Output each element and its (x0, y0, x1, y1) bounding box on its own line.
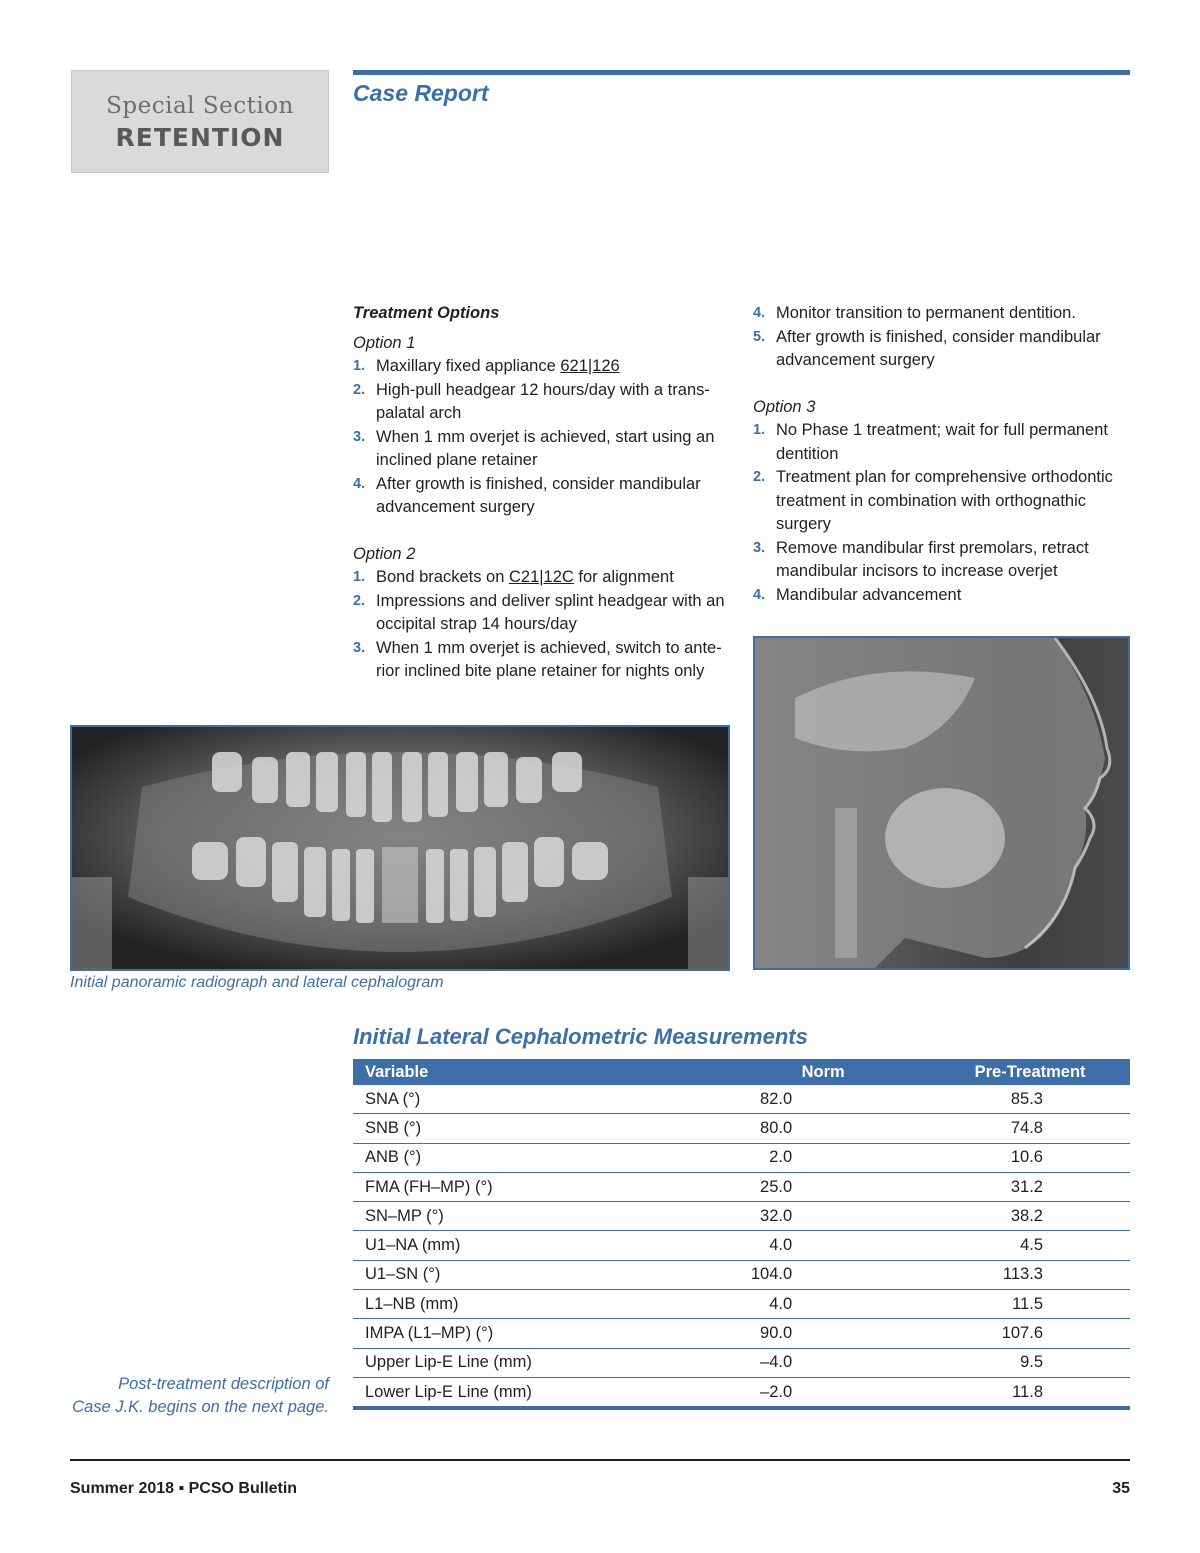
treatment-options-column-right (753, 302, 1138, 607)
list-text: When 1 mm overjet is achieved, start using an inclined plane retainer (376, 427, 715, 469)
side-note-line2: Case J.K. begins on the next page. (72, 1398, 329, 1416)
badge-line2: RETENTION (115, 123, 285, 152)
list-item (353, 637, 731, 684)
list-text: Impressions and deliver splint headgear with an occipital strap 14 hours/day (376, 591, 725, 633)
cell-norm: 80.0 (716, 1114, 930, 1143)
list-number: 4. (353, 475, 366, 492)
list-text: Maxillary fixed appliance (376, 357, 561, 375)
list-item (753, 302, 1138, 326)
cell-norm: –4.0 (716, 1348, 930, 1377)
table-header-row (353, 1059, 1130, 1085)
list-text: Monitor transition to permanent dentition. (776, 304, 1076, 322)
table-row (353, 1377, 1130, 1408)
cell-norm: 82.0 (716, 1085, 930, 1114)
cell-norm: 2.0 (716, 1143, 930, 1172)
list-number: 3. (353, 428, 366, 445)
list-text: Treatment plan for comprehensive orthodontic treatment in combination with orthognathic surgery (776, 468, 1113, 533)
special-section-badge (71, 70, 329, 173)
list-item (753, 537, 1138, 584)
cell-pre-treatment: 11.8 (930, 1377, 1130, 1408)
cell-variable: SN–MP (°) (353, 1202, 716, 1231)
list-text: No Phase 1 treatment; wait for full permanent dentition (776, 421, 1108, 463)
cell-variable: L1–NB (mm) (353, 1290, 716, 1319)
list-number: 4. (753, 586, 766, 603)
list-number: 1. (753, 422, 766, 438)
list-number: 2. (353, 381, 366, 398)
table-row (353, 1143, 1130, 1172)
list-text: for alignment (573, 568, 674, 586)
table-row (353, 1085, 1130, 1114)
table-row (353, 1202, 1130, 1231)
list-number: 2. (753, 469, 766, 485)
list-number: 2. (353, 592, 366, 609)
list-number: 5. (753, 328, 766, 345)
table-row (353, 1114, 1130, 1143)
cell-pre-treatment: 4.5 (930, 1231, 1130, 1260)
cell-norm: 4.0 (716, 1290, 930, 1319)
list-text: When 1 mm overjet is achieved, switch to ante-rior inclined bite plane retainer for nights only (376, 638, 722, 680)
cell-norm: –2.0 (716, 1377, 930, 1408)
cell-norm: 90.0 (716, 1319, 930, 1348)
cell-pre-treatment: 107.6 (930, 1319, 1130, 1348)
figure-caption: Initial panoramic radiograph and lateral cephalogram (70, 974, 444, 991)
cell-pre-treatment: 113.3 (930, 1260, 1130, 1289)
list-number: 3. (753, 539, 766, 556)
column-header-norm: Norm (716, 1059, 930, 1085)
list-text: After growth is finished, consider mandibular advancement surgery (376, 474, 701, 516)
tooth-notation: C21|12C (509, 568, 574, 586)
list-item (753, 584, 1138, 608)
cell-variable: FMA (FH–MP) (°) (353, 1172, 716, 1201)
table-title: Initial Lateral Cephalometric Measurements (353, 1024, 808, 1049)
list-text: Mandibular advancement (776, 585, 962, 604)
table-row (353, 1319, 1130, 1348)
lateral-cephalogram-image (753, 636, 1130, 970)
column-header-variable: Variable (353, 1059, 716, 1085)
cell-pre-treatment: 10.6 (930, 1143, 1130, 1172)
option3-title: Option 3 (753, 397, 816, 416)
treatment-options-column-left (353, 302, 731, 684)
side-note (70, 1373, 329, 1419)
table-row (353, 1290, 1130, 1319)
cell-variable: SNB (°) (353, 1114, 716, 1143)
cell-variable: U1–NA (mm) (353, 1231, 716, 1260)
list-text: Bond brackets on (376, 568, 509, 586)
table-row (353, 1260, 1130, 1289)
cell-pre-treatment: 74.8 (930, 1114, 1130, 1143)
list-text: High-pull headgear 12 hours/day with a trans-palatal arch (376, 380, 710, 422)
cell-variable: IMPA (L1–MP) (°) (353, 1319, 716, 1348)
treatment-options-heading: Treatment Options (353, 304, 500, 322)
list-number: 4. (753, 305, 766, 321)
list-item (353, 473, 731, 520)
option1-title: Option 1 (353, 333, 416, 352)
column-header-pre-treatment: Pre-Treatment (930, 1059, 1130, 1085)
option3-list (753, 419, 1138, 607)
cell-pre-treatment: 9.5 (930, 1348, 1130, 1377)
list-item (353, 566, 731, 590)
panoramic-radiograph-image (70, 725, 730, 971)
table-row (353, 1231, 1130, 1260)
list-number: 1. (353, 358, 366, 374)
option2-list (353, 566, 731, 684)
footer-publication: Summer 2018 ▪ PCSO Bulletin (70, 1480, 298, 1497)
option2-list-continued (753, 302, 1138, 373)
list-text: After growth is finished, consider mandibular advancement surgery (776, 327, 1101, 369)
cell-variable: SNA (°) (353, 1085, 716, 1114)
cell-norm: 25.0 (716, 1172, 930, 1201)
list-number: 1. (353, 569, 366, 585)
cell-norm: 4.0 (716, 1231, 930, 1260)
side-note-line1: Post-treatment description of (118, 1375, 329, 1393)
badge-line1: Special Section (106, 93, 294, 119)
cell-pre-treatment: 38.2 (930, 1202, 1130, 1231)
cell-norm: 104.0 (716, 1260, 930, 1289)
cell-variable: Upper Lip-E Line (mm) (353, 1348, 716, 1377)
list-item (753, 419, 1138, 466)
cell-norm: 32.0 (716, 1202, 930, 1231)
page-number: 35 (1112, 1480, 1130, 1497)
cell-variable: Lower Lip-E Line (mm) (353, 1377, 716, 1408)
list-item (353, 355, 731, 379)
tooth-notation: 621|126 (560, 357, 620, 375)
page-title: Case Report (353, 80, 489, 106)
option1-list (353, 355, 731, 520)
cell-variable: ANB (°) (353, 1143, 716, 1172)
cell-pre-treatment: 11.5 (930, 1290, 1130, 1319)
cell-variable: U1–SN (°) (353, 1260, 716, 1289)
cell-pre-treatment: 85.3 (930, 1085, 1130, 1114)
list-item (353, 426, 731, 473)
list-item (353, 379, 731, 426)
list-item (353, 590, 731, 637)
header-rule (353, 70, 1130, 75)
table-row (353, 1172, 1130, 1201)
option2-title: Option 2 (353, 544, 416, 563)
list-item (753, 466, 1138, 537)
list-text: Remove mandibular first premolars, retract mandibular incisors to increase overjet (776, 538, 1089, 580)
list-number: 3. (353, 639, 366, 656)
list-item (753, 326, 1138, 373)
footer-rule (70, 1459, 1130, 1461)
table-row (353, 1348, 1130, 1377)
cell-pre-treatment: 31.2 (930, 1172, 1130, 1201)
cephalometric-measurements-table (353, 1059, 1130, 1410)
